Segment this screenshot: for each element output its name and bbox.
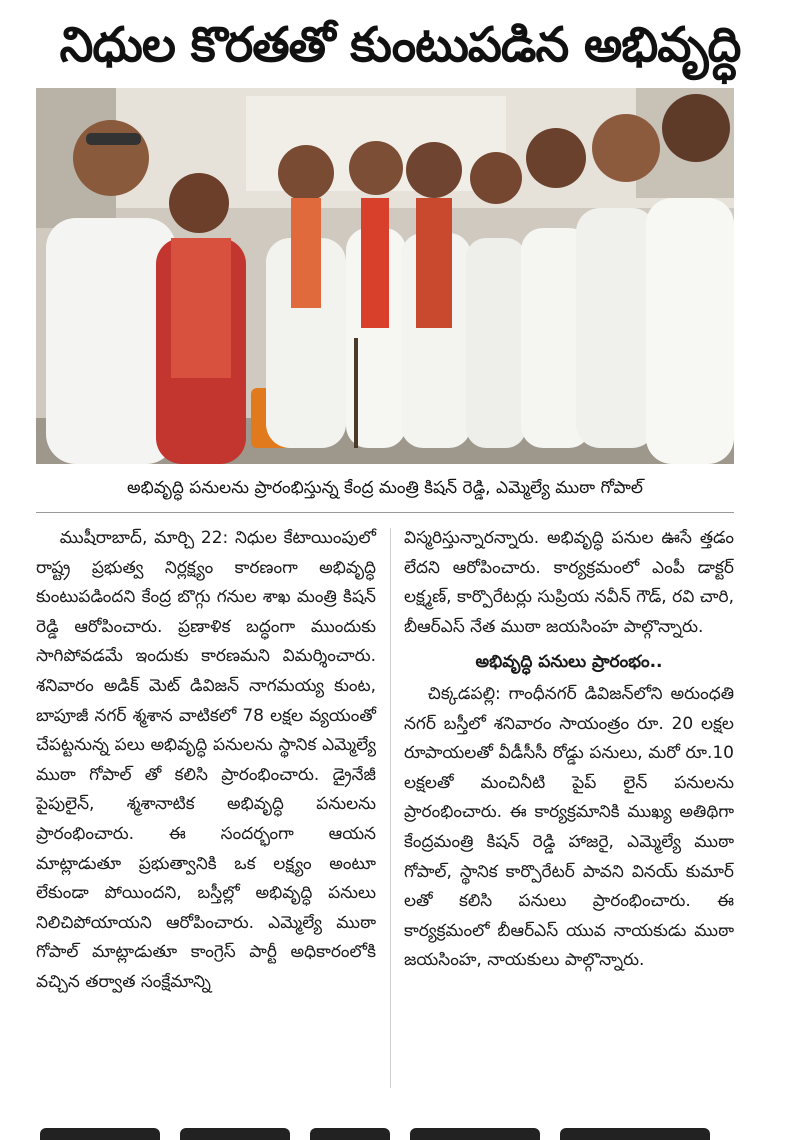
next-headline-cut <box>40 1118 740 1140</box>
news-photo <box>36 88 734 464</box>
article-column-right <box>404 524 734 976</box>
caption-divider <box>36 512 734 513</box>
article-paragraph: ముషీరాబాద్, మార్చి 22: నిధుల కేటాయింపులో రాష్ట్ర ప్రభుత్వ నిర్లక్ష్యం కారణంగా అభివృద్ధి కుంటుపడిందని కేంద్ర బొగ్గు గనుల శాఖ మంత్రి కిషన్ రెడ్డి ఆరోపించారు. ప్రణాళిక బద్ధంగా ముందుకు సాగిపోవడమే ఇందుకు కారణమని విమర్శించారు. శనివారం అడిక్ మెట్ డివిజన్ నాగమయ్య కుంట, బాపూజీ నగర్ శ్మశాన వాటికలో 78 లక్షల వ్యయంతో చేపట్టనున్న పలు అభివృద్ధి పనులను స్థానిక ఎమ్మెల్యే ముఠా గోపాల్ తో కలిసి ప్రారంభించారు. డ్రైనేజీ పైపులైన్, శ్మశానాటిక అభివృద్ధి పనులను ప్రారంభించారు. ఈ సందర్భంగా ఆయన మాట్లాడుతూ ప్రభుత్వానికి ఒక లక్ష్యం అంటూ లేకుండా పోయిందని, బస్తీల్లో అభివృద్ధి పనులు నిలిచిపోయాయని ఆరోపించారు. ఎమ్మెల్యే ముఠా గోపాల్ మాట్లాడుతూ కాంగ్రెస్ పార్టీ అధికారంలోకి వచ్చిన తర్వాత సంక్షేమాన్ని <box>36 528 376 992</box>
article-paragraph: చిక్కడపల్లి: గాంధీనగర్ డివిజన్‌లోని అరుంధతి నగర్ బస్తీలో శనివారం సాయంత్రం రూ. 20 లక్షల రూపాయలతో వీడీసీసీ రోడ్డు పనులు, మరో రూ.10 లక్షలతో మంచినీటి పైప్ లైన్ పనులను ప్రారంభించారు. ఈ కార్యక్రమానికి ముఖ్య అతిథిగా కేంద్రమంత్రి కిషన్ రెడ్డి హాజరై, ఎమ్మెల్యే ముఠా గోపాల్, స్థానిక కార్పొరేటర్ పావని వినయ్ కుమార్ లతో కలిసి పనులు ప్రారంభించారు. ఈ కార్యక్రమంలో బీఆర్ఎస్ యువ నాయకుడు ముఠా జయసింహ, నాయకులు పాల్గొన్నారు. <box>404 683 734 971</box>
article-subheading: అభివృద్ధి పనులు ప్రారంభం.. <box>475 652 663 673</box>
article-column-left <box>36 524 376 998</box>
column-divider <box>390 528 391 1088</box>
photo-caption: అభివృద్ధి పనులను ప్రారంభిస్తున్న కేంద్ర మంత్రి కిషన్ రెడ్డి, ఎమ్మెల్యే ముఠా గోపాల్ <box>127 478 643 498</box>
headline: నిధుల కొరతతో కుంటుపడిన అభివృద్ధి <box>59 17 741 73</box>
article-paragraph: విస్మరిస్తున్నారన్నారు. అభివృద్ధి పనుల ఊసే త్తడం లేదని ఆరోపించారు. కార్యక్రమంలో ఎంపీ డాక్టర్ లక్ష్మణ్, కార్పొరేటర్లు సుప్రియ నవీన్ గౌడ్, రవి చారి, బీఆర్ఎస్ నేత ముఠా జయసింహ పాల్గొన్నారు. <box>404 528 734 637</box>
